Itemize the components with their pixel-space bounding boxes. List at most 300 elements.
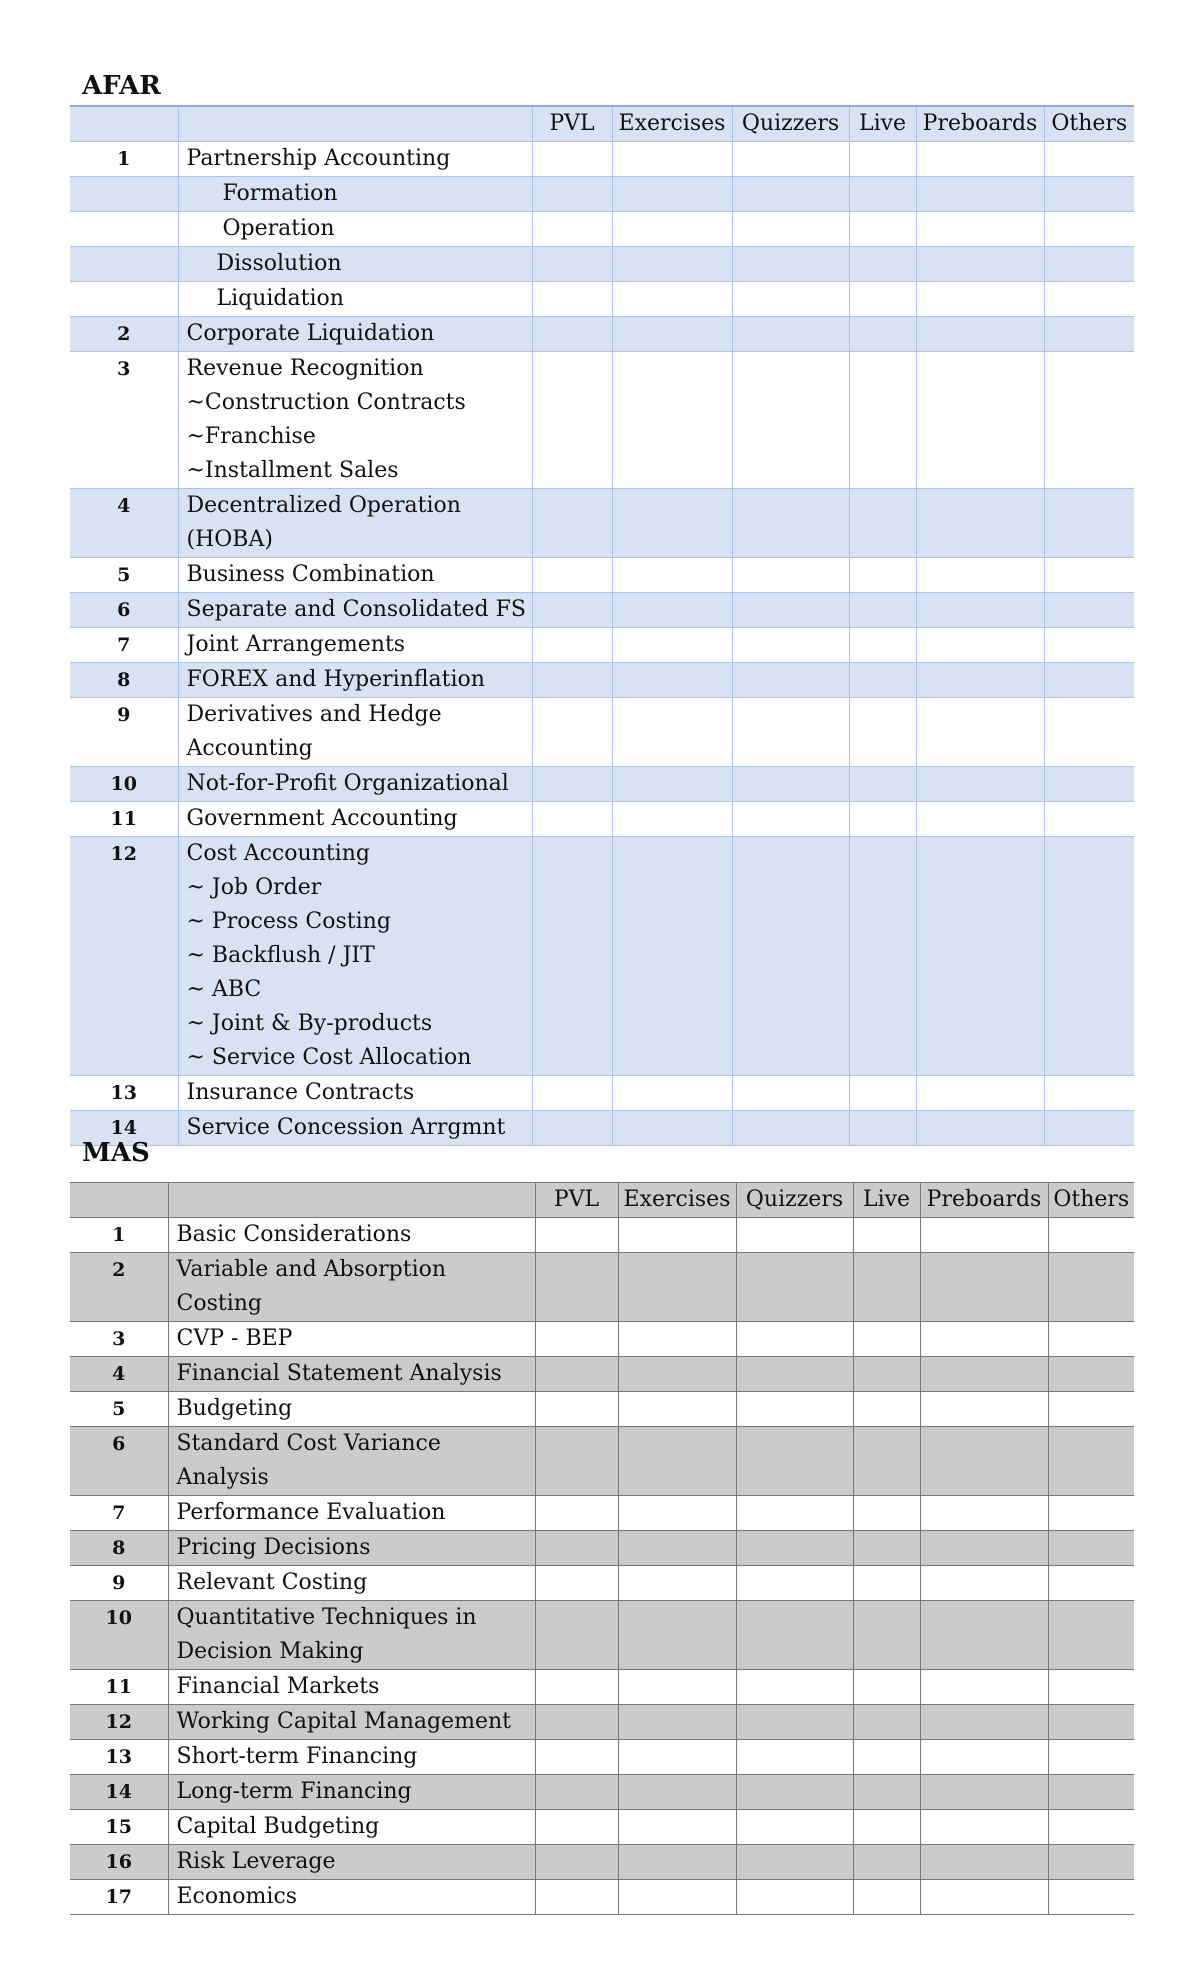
checklist-cell — [732, 558, 849, 593]
checklist-cell — [732, 489, 849, 558]
checklist-cell — [532, 247, 612, 282]
checklist-cell — [618, 1740, 736, 1775]
topic-label: Cost Accounting — [186, 841, 370, 866]
table-row — [70, 698, 1134, 767]
checklist-cell — [612, 212, 732, 247]
checklist-cell — [853, 1496, 920, 1531]
checklist-cell — [736, 1845, 853, 1880]
row-number: 10 — [70, 767, 178, 802]
checklist-cell — [736, 1357, 853, 1392]
row-number: 13 — [70, 1740, 168, 1775]
checklist-cell — [732, 282, 849, 317]
checklist-cell — [920, 1880, 1048, 1915]
row-number: 4 — [70, 1357, 168, 1392]
checklist-cell — [612, 1111, 732, 1146]
checklist-cell — [618, 1705, 736, 1740]
row-number — [70, 247, 178, 282]
row-number: 4 — [70, 489, 178, 558]
checklist-cell — [736, 1810, 853, 1845]
checklist-cell — [849, 558, 916, 593]
column-header: Others — [1044, 106, 1134, 142]
checklist-cell — [920, 1496, 1048, 1531]
topic-label: Formation — [222, 181, 338, 206]
topic-label: ~Installment Sales — [186, 458, 399, 483]
topic-cell — [168, 1496, 535, 1531]
checklist-cell — [732, 767, 849, 802]
checklist-cell — [916, 593, 1044, 628]
table-row — [70, 1601, 1134, 1670]
topic-label: Financial Markets — [176, 1674, 380, 1699]
topic-label: ~ Joint & By-products — [186, 1011, 433, 1036]
topic-label: Short-term Financing — [176, 1744, 418, 1769]
checklist-cell — [920, 1218, 1048, 1253]
topic-label: FOREX and Hyperinflation — [186, 667, 485, 692]
checklist-cell — [849, 142, 916, 177]
table-row — [70, 1531, 1134, 1566]
checklist-cell — [853, 1392, 920, 1427]
topic-label: Risk Leverage — [176, 1849, 336, 1874]
checklist-cell — [1044, 247, 1134, 282]
topic-cell — [168, 1845, 535, 1880]
checklist-cell — [736, 1392, 853, 1427]
row-number: 11 — [70, 1670, 168, 1705]
checklist-cell — [532, 558, 612, 593]
row-number: 16 — [70, 1845, 168, 1880]
checklist-cell — [618, 1566, 736, 1601]
topic-label: ~ ABC — [186, 977, 262, 1002]
checklist-cell — [535, 1322, 618, 1357]
checklist-cell — [535, 1670, 618, 1705]
checklist-cell — [535, 1427, 618, 1496]
topic-cell — [168, 1670, 535, 1705]
checklist-cell — [532, 489, 612, 558]
checklist-cell — [916, 767, 1044, 802]
checklist-cell — [532, 698, 612, 767]
topic-cell — [168, 1392, 535, 1427]
checklist-cell — [849, 837, 916, 1076]
checklist-cell — [618, 1392, 736, 1427]
checklist-cell — [849, 802, 916, 837]
topic-cell — [178, 282, 532, 317]
row-number: 1 — [70, 1218, 168, 1253]
checklist-cell — [535, 1740, 618, 1775]
table-row — [70, 1740, 1134, 1775]
checklist-cell — [853, 1322, 920, 1357]
row-number: 3 — [70, 1322, 168, 1357]
checklist-cell — [916, 317, 1044, 352]
topic-cell — [178, 177, 532, 212]
table-row — [70, 1705, 1134, 1740]
checklist-cell — [1044, 212, 1134, 247]
checklist-cell — [920, 1322, 1048, 1357]
column-header: Exercises — [612, 106, 732, 142]
topic-cell — [168, 1740, 535, 1775]
checklist-cell — [1044, 317, 1134, 352]
checklist-cell — [916, 628, 1044, 663]
checklist-cell — [732, 317, 849, 352]
checklist-cell — [612, 558, 732, 593]
afar-table — [70, 105, 1134, 1146]
topic-cell — [168, 1427, 535, 1496]
checklist-cell — [618, 1322, 736, 1357]
checklist-cell — [853, 1845, 920, 1880]
checklist-cell — [916, 802, 1044, 837]
column-header: PVL — [532, 106, 612, 142]
table-row — [70, 177, 1134, 212]
topic-label: Business Combination — [186, 562, 435, 587]
checklist-cell — [535, 1845, 618, 1880]
topic-label: Partnership Accounting — [186, 146, 451, 171]
checklist-cell — [532, 352, 612, 489]
checklist-cell — [535, 1566, 618, 1601]
checklist-cell — [916, 698, 1044, 767]
checklist-cell — [920, 1810, 1048, 1845]
row-number: 11 — [70, 802, 178, 837]
checklist-cell — [535, 1880, 618, 1915]
table-row — [70, 1253, 1134, 1322]
topic-label: (HOBA) — [186, 527, 273, 552]
checklist-cell — [612, 1076, 732, 1111]
checklist-cell — [916, 177, 1044, 212]
table-row — [70, 352, 1134, 489]
checklist-cell — [532, 1076, 612, 1111]
checklist-cell — [535, 1357, 618, 1392]
row-number: 12 — [70, 1705, 168, 1740]
checklist-cell — [853, 1740, 920, 1775]
checklist-cell — [853, 1427, 920, 1496]
checklist-cell — [920, 1357, 1048, 1392]
checklist-cell — [1044, 663, 1134, 698]
row-number: 13 — [70, 1076, 178, 1111]
checklist-cell — [732, 593, 849, 628]
checklist-cell — [732, 837, 849, 1076]
topic-label: ~Franchise — [186, 424, 316, 449]
checklist-cell — [1048, 1880, 1134, 1915]
checklist-cell — [1048, 1845, 1134, 1880]
checklist-cell — [532, 212, 612, 247]
topic-label: Derivatives and Hedge — [186, 702, 442, 727]
checklist-cell — [1048, 1253, 1134, 1322]
topic-label: Accounting — [186, 736, 313, 761]
column-header: Quizzers — [736, 1183, 853, 1218]
checklist-cell — [736, 1253, 853, 1322]
topic-cell — [168, 1880, 535, 1915]
checklist-cell — [1048, 1740, 1134, 1775]
row-number: 7 — [70, 628, 178, 663]
row-number: 7 — [70, 1496, 168, 1531]
checklist-cell — [736, 1531, 853, 1566]
row-number: 8 — [70, 663, 178, 698]
column-header: Exercises — [618, 1183, 736, 1218]
topic-label: Government Accounting — [186, 806, 458, 831]
checklist-cell — [618, 1357, 736, 1392]
checklist-cell — [618, 1531, 736, 1566]
checklist-cell — [1044, 177, 1134, 212]
table-row — [70, 1392, 1134, 1427]
table-row — [70, 628, 1134, 663]
topic-cell — [168, 1253, 535, 1322]
topic-label: ~ Service Cost Allocation — [186, 1045, 472, 1070]
checklist-cell — [532, 317, 612, 352]
checklist-cell — [1044, 282, 1134, 317]
checklist-cell — [1044, 628, 1134, 663]
topic-cell — [168, 1218, 535, 1253]
topic-label: Decision Making — [176, 1639, 364, 1664]
checklist-cell — [612, 663, 732, 698]
checklist-cell — [732, 247, 849, 282]
checklist-cell — [916, 1111, 1044, 1146]
checklist-cell — [1048, 1775, 1134, 1810]
table-row — [70, 593, 1134, 628]
checklist-cell — [1044, 558, 1134, 593]
checklist-cell — [612, 628, 732, 663]
checklist-cell — [853, 1705, 920, 1740]
topic-cell — [168, 1705, 535, 1740]
checklist-cell — [853, 1566, 920, 1601]
topic-cell — [178, 247, 532, 282]
checklist-cell — [1044, 142, 1134, 177]
checklist-cell — [732, 177, 849, 212]
topic-cell — [168, 1357, 535, 1392]
checklist-cell — [532, 593, 612, 628]
row-number: 9 — [70, 698, 178, 767]
checklist-cell — [736, 1218, 853, 1253]
checklist-cell — [535, 1705, 618, 1740]
header-blank-cell — [70, 106, 178, 142]
table-row — [70, 1076, 1134, 1111]
checklist-cell — [535, 1810, 618, 1845]
checklist-cell — [535, 1496, 618, 1531]
checklist-cell — [535, 1601, 618, 1670]
row-number: 12 — [70, 837, 178, 1076]
table-row — [70, 1566, 1134, 1601]
checklist-cell — [920, 1427, 1048, 1496]
checklist-cell — [618, 1775, 736, 1810]
table-row — [70, 1845, 1134, 1880]
topic-label: Costing — [176, 1291, 262, 1316]
table-row — [70, 1670, 1134, 1705]
checklist-cell — [849, 212, 916, 247]
checklist-cell — [736, 1601, 853, 1670]
header-blank-cell — [168, 1183, 535, 1218]
table-row — [70, 489, 1134, 558]
checklist-cell — [853, 1810, 920, 1845]
topic-cell — [178, 698, 532, 767]
checklist-cell — [916, 282, 1044, 317]
checklist-cell — [612, 317, 732, 352]
topic-cell — [168, 1566, 535, 1601]
topic-cell — [178, 837, 532, 1076]
topic-cell — [178, 1076, 532, 1111]
topic-label: Economics — [176, 1884, 298, 1909]
checklist-cell — [1048, 1705, 1134, 1740]
checklist-cell — [1048, 1392, 1134, 1427]
topic-cell — [178, 593, 532, 628]
checklist-cell — [736, 1775, 853, 1810]
table-row — [70, 837, 1134, 1076]
checklist-cell — [853, 1880, 920, 1915]
checklist-cell — [849, 247, 916, 282]
checklist-cell — [1048, 1531, 1134, 1566]
checklist-cell — [612, 767, 732, 802]
column-header: Quizzers — [732, 106, 849, 142]
column-header: Live — [849, 106, 916, 142]
checklist-cell — [612, 282, 732, 317]
checklist-cell — [532, 663, 612, 698]
table-row — [70, 558, 1134, 593]
checklist-cell — [732, 142, 849, 177]
checklist-cell — [618, 1496, 736, 1531]
checklist-cell — [1044, 593, 1134, 628]
topic-label: Analysis — [176, 1465, 269, 1490]
checklist-cell — [1044, 767, 1134, 802]
topic-label: Decentralized Operation — [186, 493, 461, 518]
checklist-cell — [916, 1076, 1044, 1111]
row-number: 9 — [70, 1566, 168, 1601]
topic-label: Working Capital Management — [176, 1709, 511, 1734]
checklist-cell — [618, 1880, 736, 1915]
checklist-cell — [849, 352, 916, 489]
checklist-cell — [916, 352, 1044, 489]
topic-label: Budgeting — [176, 1396, 293, 1421]
checklist-cell — [612, 593, 732, 628]
table-row — [70, 1775, 1134, 1810]
topic-label: Insurance Contracts — [186, 1080, 415, 1105]
checklist-cell — [920, 1775, 1048, 1810]
checklist-cell — [732, 802, 849, 837]
checklist-cell — [916, 558, 1044, 593]
afar-header-row — [70, 106, 1134, 142]
table-row — [70, 1496, 1134, 1531]
topic-label: Corporate Liquidation — [186, 321, 435, 346]
topic-label: Standard Cost Variance — [176, 1431, 441, 1456]
checklist-cell — [1048, 1322, 1134, 1357]
topic-cell — [178, 352, 532, 489]
row-number — [70, 177, 178, 212]
checklist-cell — [732, 212, 849, 247]
topic-cell — [168, 1810, 535, 1845]
table-row — [70, 767, 1134, 802]
checklist-cell — [1048, 1496, 1134, 1531]
row-number: 6 — [70, 1427, 168, 1496]
checklist-cell — [612, 489, 732, 558]
checklist-cell — [920, 1601, 1048, 1670]
checklist-cell — [916, 663, 1044, 698]
row-number: 10 — [70, 1601, 168, 1670]
topic-cell — [178, 802, 532, 837]
topic-cell — [178, 212, 532, 247]
checklist-cell — [732, 352, 849, 489]
column-header: Preboards — [920, 1183, 1048, 1218]
checklist-cell — [736, 1566, 853, 1601]
checklist-cell — [853, 1253, 920, 1322]
column-header: Preboards — [916, 106, 1044, 142]
topic-label: Basic Considerations — [176, 1222, 412, 1247]
topic-label: Liquidation — [216, 286, 344, 311]
column-header: PVL — [535, 1183, 618, 1218]
afar-section-title: AFAR — [82, 71, 161, 101]
checklist-cell — [612, 698, 732, 767]
row-number: 8 — [70, 1531, 168, 1566]
table-row — [70, 1357, 1134, 1392]
checklist-cell — [920, 1392, 1048, 1427]
topic-cell — [168, 1322, 535, 1357]
table-row — [70, 1322, 1134, 1357]
checklist-cell — [618, 1810, 736, 1845]
topic-label: Service Concession Arrgmnt — [186, 1115, 506, 1140]
topic-label: ~ Job Order — [186, 875, 322, 900]
checklist-cell — [1044, 489, 1134, 558]
checklist-cell — [532, 282, 612, 317]
topic-label: Not-for-Profit Organizational — [186, 771, 509, 796]
checklist-cell — [920, 1740, 1048, 1775]
checklist-cell — [849, 1076, 916, 1111]
table-row — [70, 1810, 1134, 1845]
checklist-cell — [532, 767, 612, 802]
topic-label: Performance Evaluation — [176, 1500, 446, 1525]
checklist-cell — [612, 837, 732, 1076]
table-row — [70, 1427, 1134, 1496]
checklist-cell — [920, 1253, 1048, 1322]
topic-label: Variable and Absorption — [176, 1257, 447, 1282]
checklist-cell — [1044, 1076, 1134, 1111]
column-header: Others — [1048, 1183, 1134, 1218]
topic-label: ~Construction Contracts — [186, 390, 466, 415]
topic-cell — [168, 1775, 535, 1810]
row-number: 15 — [70, 1810, 168, 1845]
table-row — [70, 663, 1134, 698]
checklist-cell — [1048, 1357, 1134, 1392]
checklist-cell — [532, 177, 612, 212]
topic-label: Separate and Consolidated FS — [186, 597, 526, 622]
checklist-cell — [920, 1566, 1048, 1601]
topic-cell — [178, 317, 532, 352]
checklist-cell — [532, 837, 612, 1076]
header-blank-cell — [70, 1183, 168, 1218]
checklist-cell — [736, 1705, 853, 1740]
checklist-cell — [732, 663, 849, 698]
checklist-cell — [618, 1253, 736, 1322]
row-number: 14 — [70, 1111, 178, 1146]
topic-cell — [168, 1601, 535, 1670]
checklist-cell — [736, 1496, 853, 1531]
row-number — [70, 282, 178, 317]
table-row — [70, 247, 1134, 282]
checklist-cell — [920, 1705, 1048, 1740]
checklist-cell — [853, 1601, 920, 1670]
checklist-cell — [532, 142, 612, 177]
table-row — [70, 1218, 1134, 1253]
checklist-cell — [732, 1111, 849, 1146]
checklist-cell — [849, 1111, 916, 1146]
row-number: 5 — [70, 1392, 168, 1427]
checklist-cell — [853, 1775, 920, 1810]
topic-label: Quantitative Techniques in — [176, 1605, 477, 1630]
checklist-cell — [618, 1670, 736, 1705]
checklist-cell — [920, 1531, 1048, 1566]
checklist-cell — [1048, 1670, 1134, 1705]
topic-cell — [178, 663, 532, 698]
checklist-cell — [736, 1880, 853, 1915]
checklist-cell — [849, 282, 916, 317]
topic-label: Dissolution — [216, 251, 342, 276]
checklist-cell — [849, 767, 916, 802]
topic-cell — [178, 628, 532, 663]
checklist-cell — [853, 1670, 920, 1705]
checklist-cell — [732, 628, 849, 663]
topic-cell — [168, 1531, 535, 1566]
checklist-cell — [618, 1427, 736, 1496]
